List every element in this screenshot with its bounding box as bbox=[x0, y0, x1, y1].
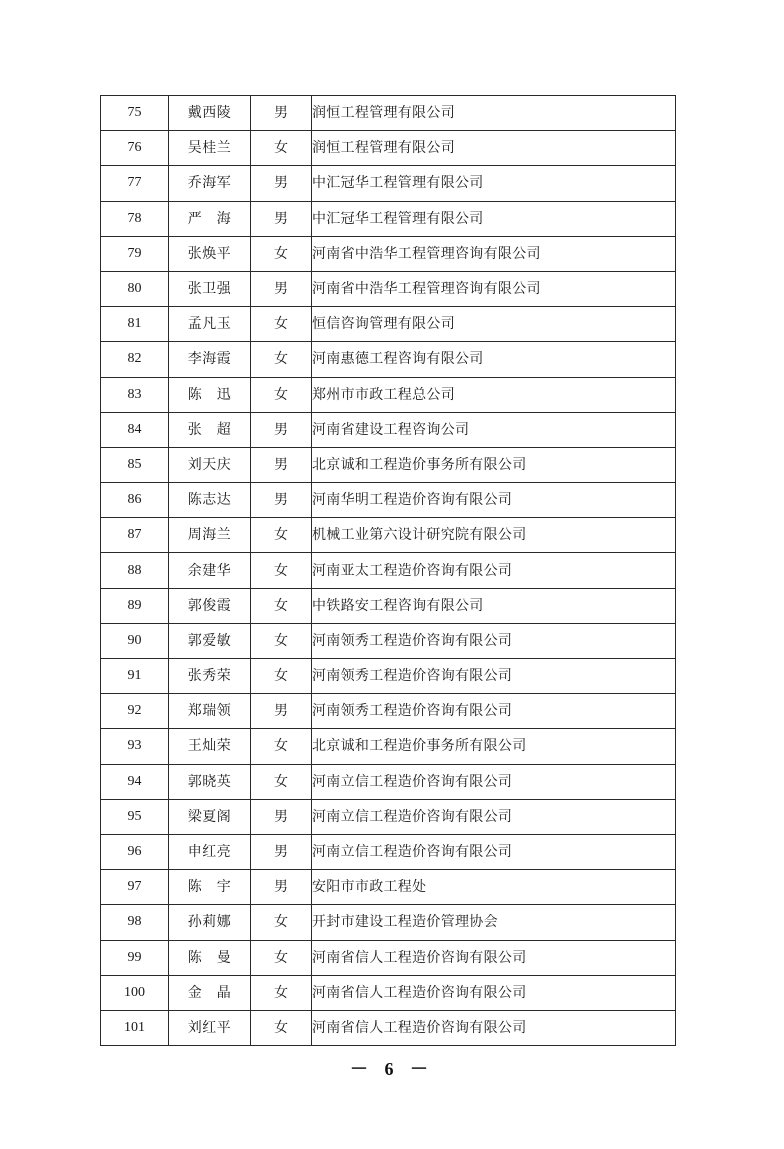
table-row bbox=[101, 271, 676, 306]
table-row bbox=[101, 799, 676, 834]
table-row bbox=[101, 905, 676, 940]
organization-cell: 安阳市市政工程处 bbox=[312, 870, 676, 905]
name-cell: 张秀荣 bbox=[169, 659, 251, 694]
name-cell: 戴西陵 bbox=[169, 96, 251, 131]
name-cell: 刘红平 bbox=[169, 1010, 251, 1045]
table-row bbox=[101, 870, 676, 905]
organization-cell: 河南省信人工程造价咨询有限公司 bbox=[312, 1010, 676, 1045]
gender-cell: 男 bbox=[251, 483, 312, 518]
organization-cell: 机械工业第六设计研究院有限公司 bbox=[312, 518, 676, 553]
organization-cell: 河南立信工程造价咨询有限公司 bbox=[312, 799, 676, 834]
gender-cell: 女 bbox=[251, 131, 312, 166]
name-cell: 申红亮 bbox=[169, 834, 251, 869]
table-row bbox=[101, 377, 676, 412]
row-number-cell: 99 bbox=[101, 940, 169, 975]
name-cell: 张焕平 bbox=[169, 236, 251, 271]
name-cell: 王灿荣 bbox=[169, 729, 251, 764]
table-row bbox=[101, 623, 676, 658]
table-row bbox=[101, 588, 676, 623]
row-number-cell: 85 bbox=[101, 447, 169, 482]
roster-table bbox=[100, 95, 676, 1046]
name-cell: 张卫强 bbox=[169, 271, 251, 306]
name-cell: 刘天庆 bbox=[169, 447, 251, 482]
organization-cell: 润恒工程管理有限公司 bbox=[312, 131, 676, 166]
organization-cell: 河南领秀工程造价咨询有限公司 bbox=[312, 623, 676, 658]
row-number-cell: 77 bbox=[101, 166, 169, 201]
row-number-cell: 96 bbox=[101, 834, 169, 869]
gender-cell: 女 bbox=[251, 588, 312, 623]
row-number-cell: 76 bbox=[101, 131, 169, 166]
name-cell: 余建华 bbox=[169, 553, 251, 588]
gender-cell: 男 bbox=[251, 166, 312, 201]
row-number-cell: 92 bbox=[101, 694, 169, 729]
organization-cell: 润恒工程管理有限公司 bbox=[312, 96, 676, 131]
name-cell: 陈 宇 bbox=[169, 870, 251, 905]
gender-cell: 女 bbox=[251, 553, 312, 588]
table-row bbox=[101, 447, 676, 482]
table-row bbox=[101, 342, 676, 377]
name-cell: 孟凡玉 bbox=[169, 307, 251, 342]
name-cell: 吴桂兰 bbox=[169, 131, 251, 166]
gender-cell: 女 bbox=[251, 518, 312, 553]
row-number-cell: 84 bbox=[101, 412, 169, 447]
name-cell: 金 晶 bbox=[169, 975, 251, 1010]
table-row bbox=[101, 1010, 676, 1045]
page-number: － 6 － bbox=[350, 1059, 434, 1079]
row-number-cell: 80 bbox=[101, 271, 169, 306]
name-cell: 严 海 bbox=[169, 201, 251, 236]
name-cell: 李海霞 bbox=[169, 342, 251, 377]
gender-cell: 女 bbox=[251, 764, 312, 799]
roster-table-body bbox=[101, 96, 676, 1046]
table-row bbox=[101, 694, 676, 729]
name-cell: 张 超 bbox=[169, 412, 251, 447]
gender-cell: 女 bbox=[251, 975, 312, 1010]
name-cell: 孙莉娜 bbox=[169, 905, 251, 940]
gender-cell: 女 bbox=[251, 905, 312, 940]
name-cell: 郑瑞领 bbox=[169, 694, 251, 729]
organization-cell: 北京诚和工程造价事务所有限公司 bbox=[312, 447, 676, 482]
name-cell: 郭晓英 bbox=[169, 764, 251, 799]
organization-cell: 河南华明工程造价咨询有限公司 bbox=[312, 483, 676, 518]
table-row bbox=[101, 483, 676, 518]
table-row bbox=[101, 236, 676, 271]
organization-cell: 郑州市市政工程总公司 bbox=[312, 377, 676, 412]
name-cell: 周海兰 bbox=[169, 518, 251, 553]
organization-cell: 河南省建设工程咨询公司 bbox=[312, 412, 676, 447]
gender-cell: 女 bbox=[251, 307, 312, 342]
organization-cell: 河南省信人工程造价咨询有限公司 bbox=[312, 975, 676, 1010]
gender-cell: 女 bbox=[251, 940, 312, 975]
table-row bbox=[101, 518, 676, 553]
gender-cell: 女 bbox=[251, 342, 312, 377]
organization-cell: 恒信咨询管理有限公司 bbox=[312, 307, 676, 342]
row-number-cell: 86 bbox=[101, 483, 169, 518]
row-number-cell: 95 bbox=[101, 799, 169, 834]
organization-cell: 河南立信工程造价咨询有限公司 bbox=[312, 834, 676, 869]
organization-cell: 河南省中浩华工程管理咨询有限公司 bbox=[312, 271, 676, 306]
table-row bbox=[101, 940, 676, 975]
gender-cell: 男 bbox=[251, 271, 312, 306]
organization-cell: 中汇冠华工程管理有限公司 bbox=[312, 166, 676, 201]
row-number-cell: 88 bbox=[101, 553, 169, 588]
row-number-cell: 90 bbox=[101, 623, 169, 658]
gender-cell: 男 bbox=[251, 201, 312, 236]
row-number-cell: 79 bbox=[101, 236, 169, 271]
table-row bbox=[101, 412, 676, 447]
row-number-cell: 98 bbox=[101, 905, 169, 940]
gender-cell: 女 bbox=[251, 1010, 312, 1045]
gender-cell: 女 bbox=[251, 729, 312, 764]
table-row bbox=[101, 729, 676, 764]
table-row bbox=[101, 975, 676, 1010]
row-number-cell: 81 bbox=[101, 307, 169, 342]
organization-cell: 开封市建设工程造价管理协会 bbox=[312, 905, 676, 940]
gender-cell: 女 bbox=[251, 377, 312, 412]
gender-cell: 男 bbox=[251, 447, 312, 482]
name-cell: 乔海军 bbox=[169, 166, 251, 201]
table-row bbox=[101, 166, 676, 201]
name-cell: 陈 曼 bbox=[169, 940, 251, 975]
row-number-cell: 93 bbox=[101, 729, 169, 764]
name-cell: 郭俊霞 bbox=[169, 588, 251, 623]
organization-cell: 河南领秀工程造价咨询有限公司 bbox=[312, 659, 676, 694]
organization-cell: 中铁路安工程咨询有限公司 bbox=[312, 588, 676, 623]
organization-cell: 河南亚太工程造价咨询有限公司 bbox=[312, 553, 676, 588]
organization-cell: 河南立信工程造价咨询有限公司 bbox=[312, 764, 676, 799]
table-row bbox=[101, 96, 676, 131]
table-row bbox=[101, 764, 676, 799]
table-row bbox=[101, 553, 676, 588]
gender-cell: 男 bbox=[251, 870, 312, 905]
name-cell: 陈 迅 bbox=[169, 377, 251, 412]
gender-cell: 男 bbox=[251, 694, 312, 729]
row-number-cell: 78 bbox=[101, 201, 169, 236]
name-cell: 郭爱敏 bbox=[169, 623, 251, 658]
row-number-cell: 82 bbox=[101, 342, 169, 377]
organization-cell: 中汇冠华工程管理有限公司 bbox=[312, 201, 676, 236]
gender-cell: 女 bbox=[251, 623, 312, 658]
gender-cell: 男 bbox=[251, 412, 312, 447]
name-cell: 陈志达 bbox=[169, 483, 251, 518]
table-row bbox=[101, 659, 676, 694]
organization-cell: 河南惠德工程咨询有限公司 bbox=[312, 342, 676, 377]
table-row bbox=[101, 201, 676, 236]
row-number-cell: 89 bbox=[101, 588, 169, 623]
row-number-cell: 100 bbox=[101, 975, 169, 1010]
name-cell: 梁夏阁 bbox=[169, 799, 251, 834]
table-row bbox=[101, 131, 676, 166]
gender-cell: 男 bbox=[251, 96, 312, 131]
row-number-cell: 87 bbox=[101, 518, 169, 553]
row-number-cell: 75 bbox=[101, 96, 169, 131]
table-row bbox=[101, 307, 676, 342]
gender-cell: 女 bbox=[251, 236, 312, 271]
gender-cell: 女 bbox=[251, 659, 312, 694]
gender-cell: 男 bbox=[251, 834, 312, 869]
organization-cell: 河南省信人工程造价咨询有限公司 bbox=[312, 940, 676, 975]
row-number-cell: 101 bbox=[101, 1010, 169, 1045]
gender-cell: 男 bbox=[251, 799, 312, 834]
row-number-cell: 97 bbox=[101, 870, 169, 905]
table-row bbox=[101, 834, 676, 869]
row-number-cell: 83 bbox=[101, 377, 169, 412]
organization-cell: 河南省中浩华工程管理咨询有限公司 bbox=[312, 236, 676, 271]
organization-cell: 河南领秀工程造价咨询有限公司 bbox=[312, 694, 676, 729]
row-number-cell: 91 bbox=[101, 659, 169, 694]
row-number-cell: 94 bbox=[101, 764, 169, 799]
organization-cell: 北京诚和工程造价事务所有限公司 bbox=[312, 729, 676, 764]
